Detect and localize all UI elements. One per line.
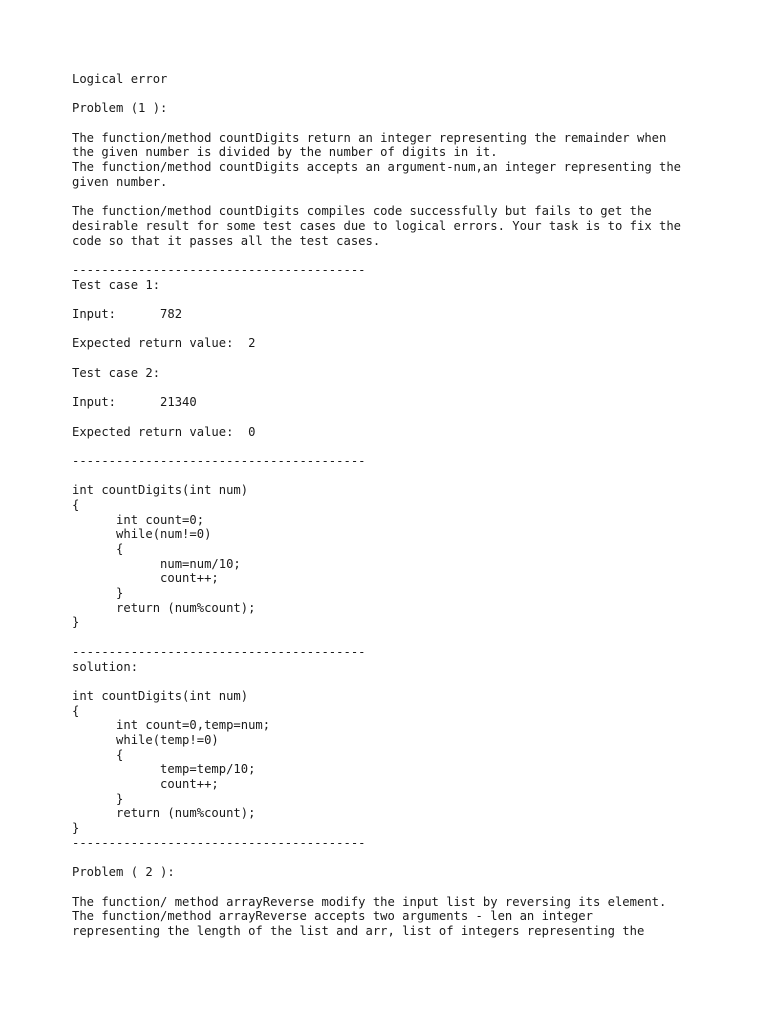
solution-code-line: int countDigits(int num) [72,688,249,703]
divider: ---------------------------------------- [72,262,366,277]
problem-2-description: The function/method arrayReverse accepts two arguments - len an integer [72,909,593,924]
blank-line [72,351,712,366]
solution-label: solution: [72,659,139,674]
blank-line [72,87,712,102]
buggy-code-line: count++; [72,571,219,586]
test-case-2-input: Input: 21340 [72,395,197,410]
test-case-1-label: Test case 1: [72,277,161,292]
blank-line [72,380,712,395]
blank-line [72,410,712,425]
solution-code-line: count++; [72,777,219,791]
solution-code-line: { [72,747,124,762]
blank-line [72,630,712,645]
solution-code-line: } [72,821,80,836]
test-case-2-expected: Expected return value: 0 [72,424,256,439]
problem-2-description: The function/ method arrayReverse modify the input list by reversing its element. [72,894,667,909]
problem-1-heading: Problem (1 ): [72,101,168,116]
solution-code-line: temp=temp/10; [72,762,256,777]
buggy-code-line: num=num/10; [72,556,241,571]
blank-line [72,116,712,131]
blank-line [72,439,712,454]
blank-line [72,292,712,307]
divider: ---------------------------------------- [72,453,366,468]
blank-line [72,674,712,689]
blank-line [72,248,712,263]
problem-1-description: The function/method countDigits accepts an argument-num,an integer representing the [72,160,682,175]
solution-code-line: { [72,703,80,718]
test-case-1-expected: Expected return value: 2 [72,336,256,351]
problem-1-task: The function/method countDigits compiles code successfully but fails to get the [72,204,652,219]
solution-code-line: int count=0,temp=num; [72,718,271,733]
problem-1-task: code so that it passes all the test cases. [72,233,381,248]
blank-line [72,880,712,895]
test-case-2-label: Test case 2: [72,365,161,380]
test-case-1-input: Input: 782 [72,307,183,321]
problem-1-task: desirable result for some test cases due to logical errors. Your task is to fix the [72,218,682,233]
blank-line [72,322,712,337]
divider: ---------------------------------------- [72,835,366,850]
solution-code-line: } [72,791,124,806]
buggy-code-line: int countDigits(int num) [72,483,249,498]
blank-line [72,469,712,484]
problem-1-description: given number. [72,174,168,189]
buggy-code-line: { [72,542,124,556]
divider: ---------------------------------------- [72,644,366,659]
buggy-code-line: int count=0; [72,512,205,527]
problem-2-heading: Problem ( 2 ): [72,865,175,880]
problem-1-description: the given number is divided by the number of digits in it. [72,145,498,160]
document-page [72,72,712,939]
buggy-code-line: while(num!=0) [72,527,212,542]
buggy-code-line: return (num%count); [72,600,256,615]
doc-title: Logical error [72,72,168,86]
buggy-code-line: } [72,586,124,601]
buggy-code-line: } [72,615,80,630]
solution-code-line: return (num%count); [72,806,256,821]
blank-line [72,850,712,865]
problem-2-description: representing the length of the list and arr, list of integers representing the [72,923,645,938]
buggy-code-line: { [72,497,80,512]
blank-line [72,190,712,205]
solution-code-line: while(temp!=0) [72,732,219,747]
problem-1-description: The function/method countDigits return an integer representing the remainder when [72,130,667,145]
